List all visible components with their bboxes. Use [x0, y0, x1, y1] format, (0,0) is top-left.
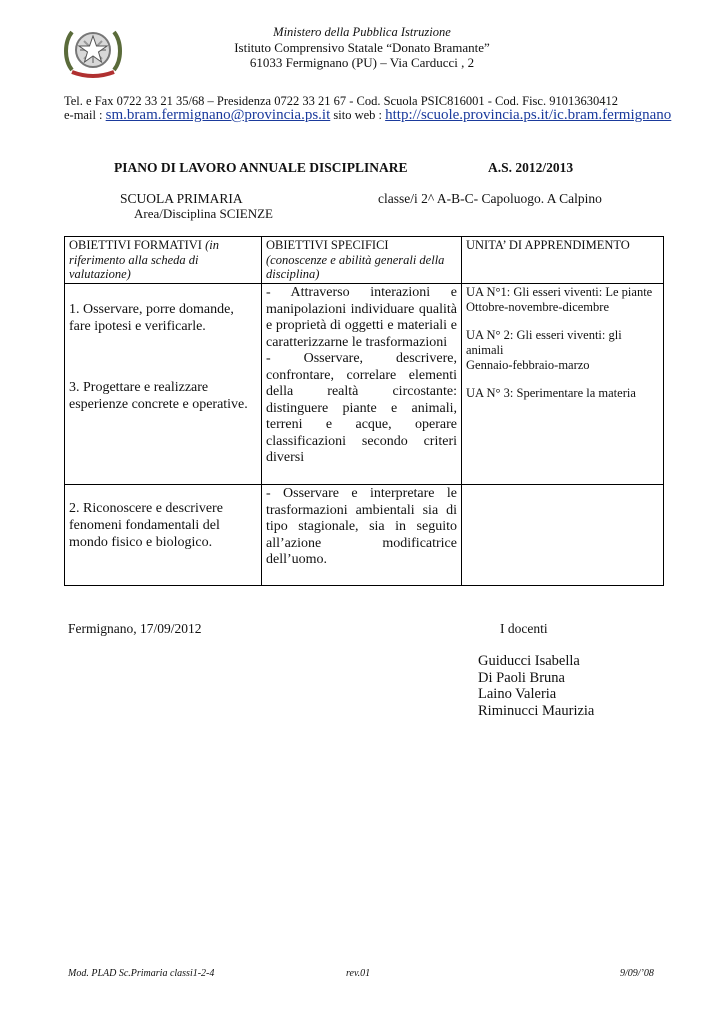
school-name: Istituto Comprensivo Statale “Donato Bramante” [234, 40, 490, 55]
learning-unit-2 [466, 328, 659, 373]
learning-units-cell [462, 485, 664, 586]
teachers-label: I docenti [500, 621, 548, 636]
footer-date: 9/09/’08 [620, 968, 654, 979]
web-label: sito web : [330, 108, 386, 122]
specific-objectives-text: - Osservare e interpretare le trasformazioni ambientali sia di tipo stagionale, sia in seguito all’azione modificatrice dell’uomo. [266, 486, 457, 567]
header-specific-objectives [262, 237, 462, 284]
learning-units-cell [462, 284, 664, 485]
header-formative-note: (in riferimento alla scheda di valutazione) [69, 238, 219, 281]
objective-2: 2. Riconoscere e descrivere fenomeni fondamentali del mondo fisico e biologico. [69, 501, 223, 550]
teacher-name: Laino Valeria [478, 686, 557, 702]
teacher-name: Riminucci Maurizia [478, 702, 595, 719]
discipline-area: Area/Disciplina SCIENZE [134, 206, 273, 221]
formative-objectives-cell [65, 485, 262, 586]
header-specific-label: OBIETTIVI SPECIFICI [266, 238, 389, 252]
email-label: e-mail : [64, 108, 106, 122]
footer-model: Mod. PLAD Sc.Primaria classi1-2-4 [68, 968, 215, 979]
specific-objectives-cell [262, 485, 462, 586]
objective-3: 3. Progettare e realizzare esperienze concrete e operative. [69, 380, 248, 412]
learning-unit-title: UA N° 2: Gli esseri viventi: gli animali [466, 328, 622, 357]
website-link[interactable]: http://scuole.provincia.ps.it/ic.bram.fermignano [385, 107, 672, 123]
specific-objectives-cell [262, 284, 462, 485]
header-specific-note: (conoscenze e abilità generali della disciplina) [266, 252, 445, 281]
school-year: A.S. 2012/2013 [488, 160, 574, 175]
teacher-name: Guiducci Isabella [478, 653, 580, 669]
school-level: SCUOLA PRIMARIA [120, 191, 243, 206]
teachers-list [478, 653, 594, 719]
document-title: PIANO DI LAVORO ANNUALE DISCIPLINARE [114, 160, 408, 175]
formative-objectives-cell [65, 284, 262, 485]
header-learning-units: UNITA’ DI APPRENDIMENTO [462, 237, 664, 284]
classes-info: classe/i 2^ A-B-C- Capoluogo. A Calpino [378, 191, 602, 206]
place-date: Fermignano, 17/09/2012 [68, 621, 202, 636]
ministry-name: Ministero della Pubblica Istruzione [273, 25, 451, 39]
learning-unit-3 [466, 386, 659, 401]
table-header-row [65, 237, 664, 284]
teacher-name: Di Paoli Bruna [478, 669, 565, 686]
header-formative-label: OBIETTIVI FORMATIVI [69, 238, 206, 252]
header-formative-objectives [65, 237, 262, 284]
objective-1: 1. Osservare, porre domande, fare ipotesi e verificarle. [69, 302, 234, 334]
contact-phone-line: Tel. e Fax 0722 33 21 35/68 – Presidenza 0722 33 21 67 - Cod. Scuola PSIC816001 - Cod. Fisc. 91013630412 [64, 94, 618, 108]
learning-unit-period: Gennaio-febbraio-marzo [466, 358, 590, 372]
plan-table [64, 236, 664, 586]
table-row [65, 485, 664, 586]
table-row [65, 284, 664, 485]
footer-revision: rev.01 [346, 968, 371, 979]
learning-unit-title: UA N°1: Gli esseri viventi: Le piante [466, 285, 653, 299]
learning-unit-title: UA N° 3: Sperimentare la materia [466, 386, 636, 400]
contact-web-line [64, 107, 671, 124]
specific-objectives-text: - Attraverso interazioni e manipolazioni individuare qualità e proprietà di oggetti e materiali e caratterizzarne le trasformazioni - Osservare, descrivere, confrontare, correlare elementi della realtà circostante: distinguere piante e animali, terreni e acque, operare classificazioni secondo criteri diversi [266, 285, 457, 465]
learning-unit-1 [466, 285, 659, 315]
email-link[interactable]: sm.bram.fermignano@provincia.ps.it [105, 107, 331, 123]
school-address: 61033 Fermignano (PU) – Via Carducci , 2 [249, 55, 475, 70]
learning-unit-period: Ottobre-novembre-dicembre [466, 300, 609, 314]
